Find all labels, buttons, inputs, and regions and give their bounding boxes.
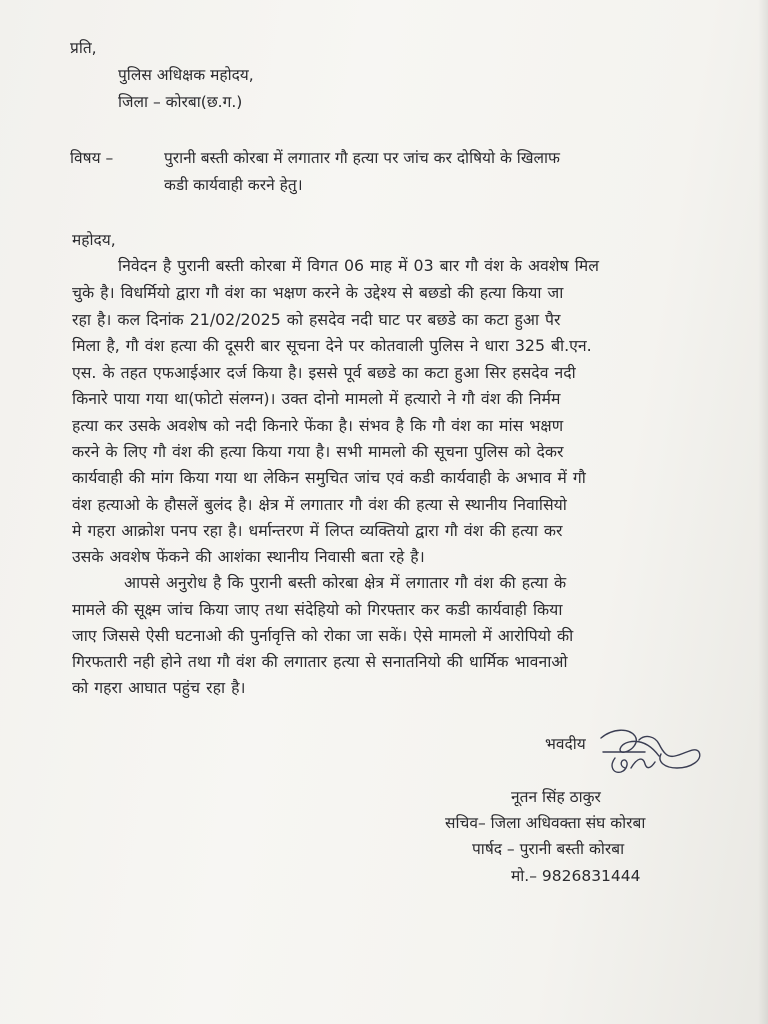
body-line: कार्यवाही की मांग किया गया था लेकिन समुचित जांच एवं कडी कार्यवाही के अभाव में गौ — [72, 468, 586, 487]
page-edge-shadow — [758, 0, 768, 1024]
body-line: किनारे पाया गया था(फोटो संलग्न)। उक्त दोनो मामलो में हत्यारो ने गौ वंश की निर्मम — [72, 389, 561, 408]
body-line: मिला है, गौ वंश हत्या की दूसरी बार सूचना देने पर कोतवाली पुलिस ने धारा 325 बी.एन. — [72, 336, 592, 355]
sender-phone: मो.– 9826831444 — [511, 867, 641, 885]
body-line: मे गहरा आक्रोश पनप रहा है। धर्मान्तरण में लिप्त व्यक्तियो द्वारा गौ वंश की हत्या कर — [72, 521, 563, 540]
body-line: गिरफतारी नही होने तथा गौ वंश की लगातार हत्या से सनातनियो की धार्मिक भावनाओ — [72, 652, 568, 671]
signature — [595, 722, 715, 784]
body-line: चुके है। विधर्मियो द्वारा गौ वंश का भक्षण करने के उद्देश्य से बछडो की हत्या किया जा — [72, 283, 564, 302]
body-line: उसके अवशेष फेंकने की आशंका स्थानीय निवासी बता रहे है। — [72, 547, 425, 566]
sender-designation: सचिव– जिला अधिवक्ता संघ कोरबा — [445, 814, 646, 832]
closing: भवदीय — [545, 735, 586, 753]
sender-name: नूतन सिंह ठाकुर — [511, 788, 601, 806]
subject-line-1: पुरानी बस्ती कोरबा में लगातार गौ हत्या पर जांच कर दोषियो के खिलाफ — [164, 149, 560, 167]
body-line: रहा है। कल दिनांक 21/02/2025 को हसदेव नदी घाट पर बछडे का कटा हुआ पैर — [72, 310, 561, 329]
body-line: वंश हत्याओ के हौसलें बुलंद है। क्षेत्र में लगातार गौ वंश की हत्या से स्थानीय निवासियो — [72, 495, 567, 514]
body-line: मामले की सूक्ष्म जांच किया जाए तथा संदेहियो को गिरफ्तार कर कडी कार्यवाही किया — [72, 600, 563, 619]
salutation-to: प्रति, — [70, 39, 97, 57]
body-line: हत्या कर उसके अवशेष को नदी किनारे फेंका है। संभव है कि गौ वंश का मांस भक्षण — [72, 416, 564, 435]
body-line: निवेदन है पुरानी बस्ती कोरबा में विगत 06 माह में 03 बार गौ वंश के अवशेष मिल — [118, 256, 599, 275]
subject-line-2: कडी कार्यवाही करने हेतु। — [164, 176, 303, 194]
body-line: जाए जिससे ऐसी घटनाओ की पुर्नावृत्ति को रोका जा सकें। ऐसे मामलो में आरोपियो की — [72, 626, 574, 645]
subject-label: विषय – — [70, 149, 114, 167]
body-line: को गहरा आघात पहुंच रहा है। — [72, 678, 246, 697]
greeting: महोदय, — [72, 231, 116, 249]
sender-role: पार्षद – पुरानी बस्ती कोरबा — [472, 840, 625, 858]
recipient-line-1: पुलिस अधिक्षक महोदय, — [118, 66, 254, 84]
body-line: एस. के तहत एफआईआर दर्ज किया है। इससे पूर्व बछडे का कटा हुआ सिर हसदेव नदी — [72, 363, 576, 382]
body-line: आपसे अनुरोध है कि पुरानी बस्ती कोरबा क्षेत्र में लगातार गौ वंश की हत्या के — [124, 573, 567, 592]
body-line: करने के लिए गौ वंश की हत्या किया गया है। सभी मामलो की सूचना पुलिस को देकर — [72, 442, 564, 461]
recipient-line-2: जिला – कोरबा(छ.ग.) — [118, 93, 243, 111]
